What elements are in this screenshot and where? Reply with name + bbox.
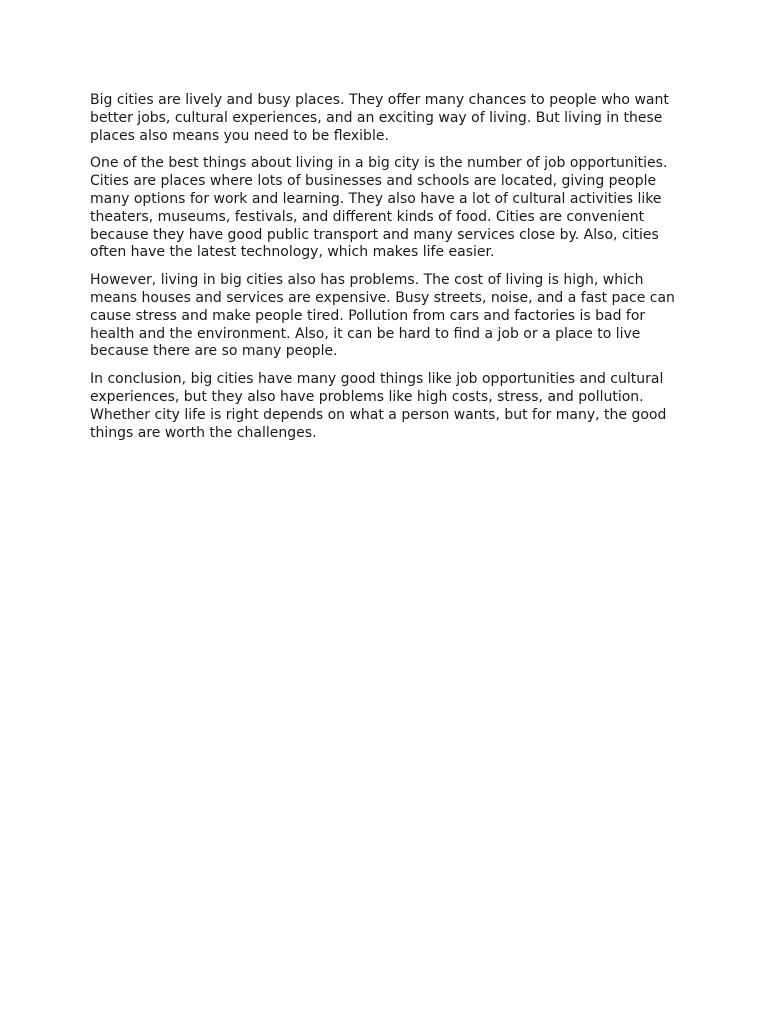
paragraph-intro: Big cities are lively and busy places. They offer many chances to people who want better jobs, cultural experiences, and an exciting way of living. But living in these places also means you need to be flexible.	[90, 92, 669, 144]
paragraph-conclusion: In conclusion, big cities have many good things like job opportunities and cultural experiences, but they also have problems like high costs, stress, and pollution. Whether city life is right depends on what a person wants, but for many, the good things are worth the challenges.	[90, 371, 667, 441]
paragraph-advantages: One of the best things about living in a big city is the number of job opportunities. Cities are places where lots of businesses and schools are located, giving people many options for work and learning. They also have a lot of cultural activities like theaters, museums, festivals, and different kinds of food. Cities are convenient because they have good public transport and many services close by. Also, cities often have the latest technology, which makes life easier.	[90, 155, 668, 261]
paragraph-disadvantages: However, living in big cities also has problems. The cost of living is high, which means houses and services are expensive. Busy streets, noise, and a fast pace can cause stress and make people tired. Pollution from cars and factories is bad for health and the environment. Also, it can be hard to find a job or a place to live because there are so many people.	[90, 272, 675, 360]
document-page	[90, 92, 678, 452]
